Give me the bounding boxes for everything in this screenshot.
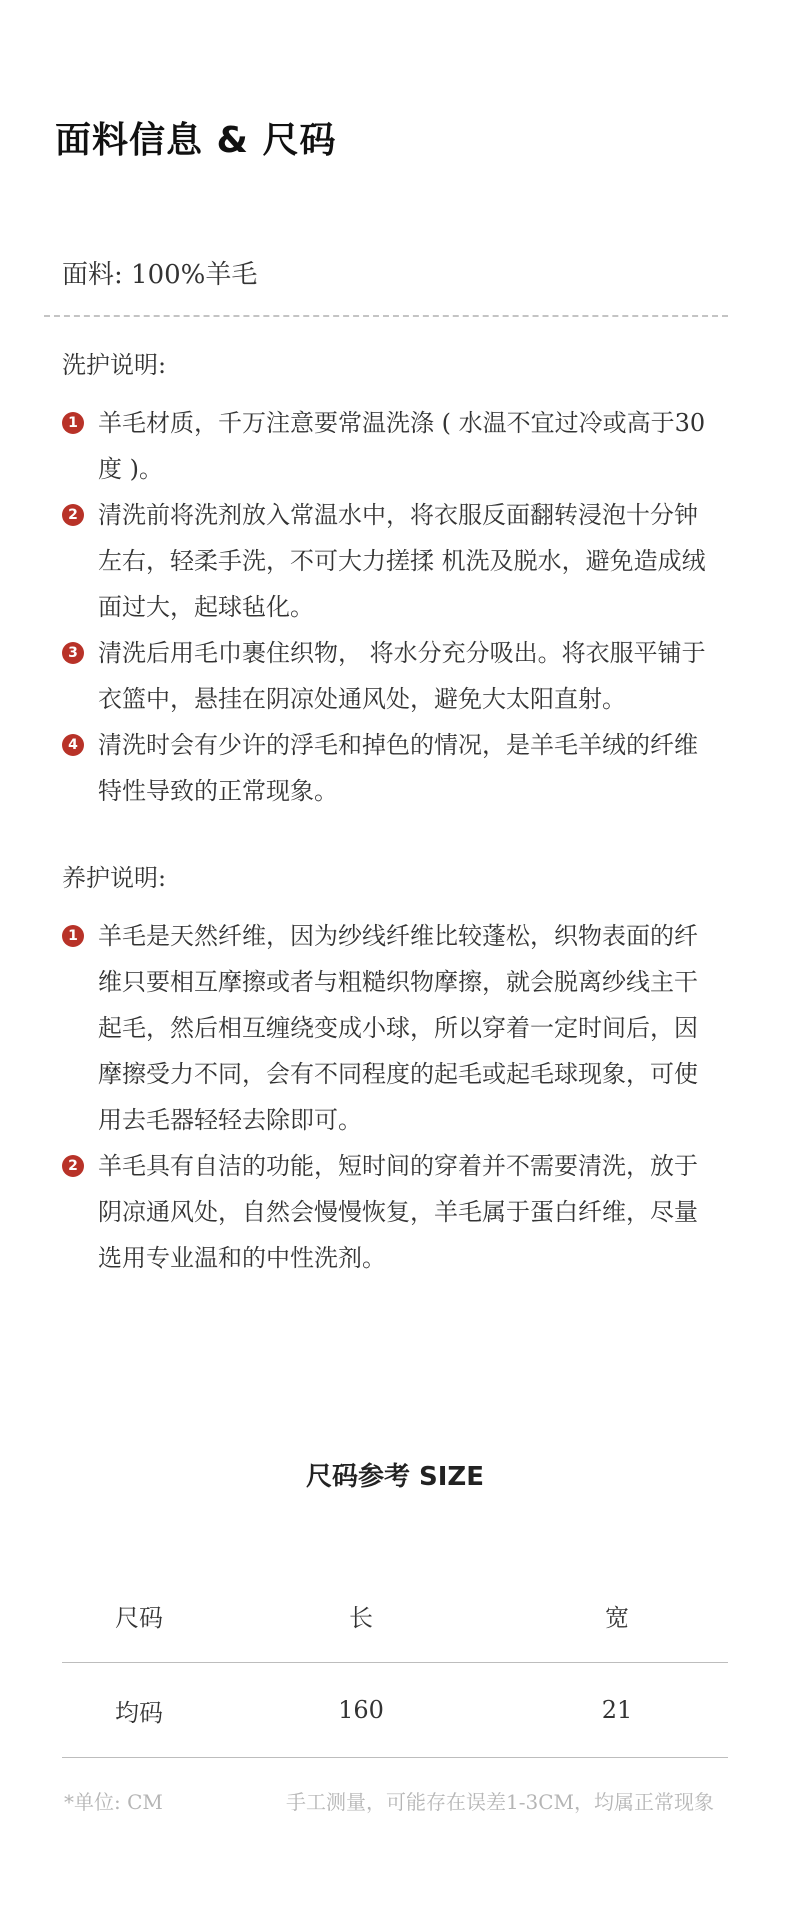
fabric-composition: 面料: 100%羊毛 [62,260,258,290]
list-item-text: 清洗后用毛巾裹住织物， 将水分充分吸出。将衣服平铺于衣篮中，悬挂在阴凉处通风处，避免大太阳直射。 [98,639,706,713]
number-badge-icon: 2 [62,1155,84,1177]
list-item-text: 羊毛是天然纤维，因为纱线纤维比较蓬松，织物表面的纤维只要相互摩擦或者与粗糙织物摩擦，就会脱离纱线主干起毛，然后相互缠绕变成小球，所以穿着一定时间后，因摩擦受力不同，会有不同程度的起毛或起毛球现象，可使用去毛器轻轻去除即可。 [98,922,698,1134]
size-table [62,1568,728,1758]
column-header-size: 尺码 [115,1603,163,1632]
cell-length: 160 [338,1696,384,1724]
table-row [62,1663,728,1758]
cell-width: 21 [601,1696,633,1724]
list-item [62,630,712,722]
list-item-text: 羊毛具有自洁的功能，短时间的穿着并不需要清洗，放于阴凉通风处，自然会慢慢恢复，羊毛属于蛋白纤维，尽量选用专业温和的中性洗剂。 [98,1152,698,1272]
wash-instructions-section [62,345,712,814]
column-header-width: 宽 [605,1603,629,1632]
page-title: 面料信息 & 尺码 [55,120,337,161]
table-header-row [62,1568,728,1663]
list-item [62,913,712,1143]
list-item [62,400,712,492]
wash-instructions-list [62,400,712,814]
number-badge-icon: 2 [62,504,84,526]
cell-size: 均码 [115,1698,163,1727]
list-item-text: 羊毛材质，千万注意要常温洗涤 ( 水温不宜过冷或高于30 度 )。 [98,409,706,483]
number-badge-icon: 1 [62,925,84,947]
care-instructions-section [62,858,712,1281]
dashed-divider [44,315,728,317]
list-item-text: 清洗前将洗剂放入常温水中，将衣服反面翻转浸泡十分钟左右，轻柔手洗，不可大力搓揉 机洗及脱水，避免造成绒面过大，起球毡化。 [98,501,706,621]
list-item [62,722,712,814]
number-badge-icon: 3 [62,642,84,664]
column-header-length: 长 [349,1603,373,1632]
size-chart-title: 尺码参考 SIZE [305,1462,485,1492]
care-instructions-list [62,913,712,1281]
number-badge-icon: 4 [62,734,84,756]
list-item [62,1143,712,1281]
list-item-text: 清洗时会有少许的浮毛和掉色的情况，是羊毛羊绒的纤维特性导致的正常现象。 [98,731,698,805]
unit-note: *单位: CM [64,1790,163,1814]
number-badge-icon: 1 [62,412,84,434]
measurement-note: 手工测量，可能存在误差1-3CM，均属正常现象 [286,1790,714,1814]
list-item [62,492,712,630]
wash-instructions-heading: 洗护说明: [62,351,167,379]
care-instructions-heading: 养护说明: [62,864,167,892]
